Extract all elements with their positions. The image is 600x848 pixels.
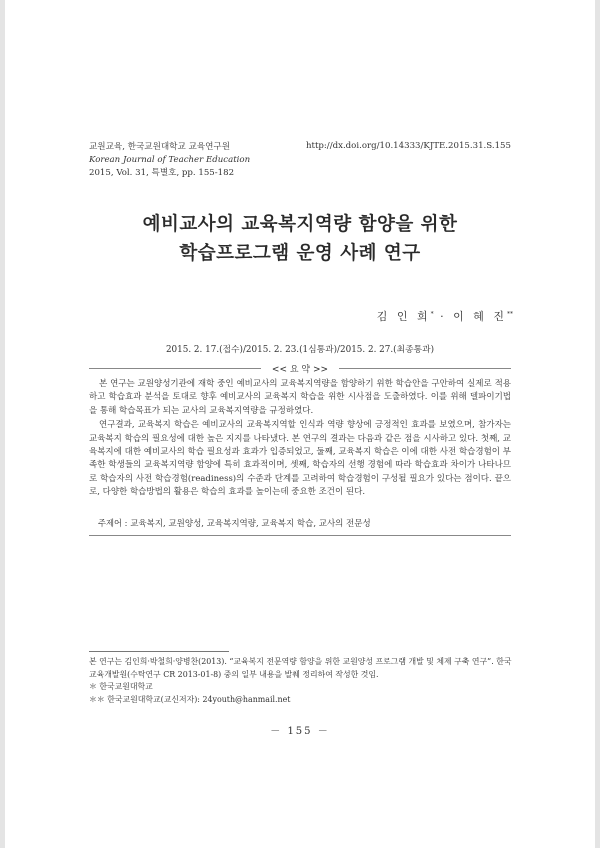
author-2: 이 혜 진 (453, 310, 507, 323)
footnote-funding: 본 연구는 김인희·박철희·양병찬(2013). “교육복지 전문역량 함양을 위한 교원양성 프로그램 개발 및 체제 구축 연구”. 한국교육개발원(수탁연구 CR 2013-01-8) 중의 일부 내용을 발췌 정리하여 작성한 것임. (89, 657, 512, 679)
abstract-bottom-rule (89, 535, 511, 536)
title-line-2: 학습프로그램 운영 사례 연구 (179, 243, 421, 264)
author-1-mark: * (430, 310, 434, 318)
abstract-label: << 요 약 >> (271, 365, 329, 375)
volume-info: 2015, Vol. 31, 특별호, pp. 155-182 (89, 168, 235, 179)
abstract-body (89, 378, 511, 500)
paper-page (5, 0, 595, 848)
author-1: 김 인 희 (376, 310, 431, 323)
keywords-list: 교육복지, 교원양성, 교육복지역량, 교육복지 학습, 교사의 전문성 (130, 519, 371, 529)
author-separator: · (433, 310, 454, 323)
footnote-author-1: ＊ 한국교원대학교 (89, 682, 153, 692)
author-2-mark: ** (507, 310, 513, 318)
title-line-1: 예비교사의 교육복지역량 함양을 위한 (142, 214, 458, 235)
footnote-rule (89, 651, 229, 652)
author-list (377, 308, 513, 324)
publisher: 교원교육, 한국교원대학교 교육연구원 (89, 142, 231, 152)
journal-name: Korean Journal of Teacher Education (89, 155, 251, 166)
abstract-paragraph-1: 본 연구는 교원양성기관에 재학 중인 예비교사의 교육복지역량을 함양하기 위한 학습안을 구안하여 실제로 적용하고 학습효과 분석을 토대로 향후 예비교사의 교육복지 학습을 위한 시사점을 도출하였다. 이를 위해 델파이기법을 통해 학습목표가 되는 교사의 교육복지역량을 규정하였다. (89, 379, 511, 416)
doi-link[interactable]: http://dx.doi.org/10.14333/KJTE.2015.31.S.155 (305, 141, 511, 151)
footnotes (89, 656, 519, 706)
abstract-heading (89, 362, 511, 374)
footnote-author-2: ＊＊ 한국교원대학교(교신저자): 24youth@hanmail.net (89, 694, 291, 704)
paper-title (5, 210, 595, 268)
abstract-paragraph-2: 연구결과, 교육복지 학습은 예비교사의 교육복지역할 인식과 역량 향상에 긍정적인 효과를 보였으며, 참가자는 교육복지 학습의 필요성에 대한 높은 지지를 나타냈다. 본 연구의 결과는 다음과 같은 점을 시사하고 있다. 첫째, 교육복지에 대한 예비교사의 학습 필요성과 효과가 입증되었고, 둘째, 교육복지 학습은 이에 대한 사전 학습경험이 부족한 학생들의 교육복지역량 함양에 특히 효과적이며, 셋째, 학습자의 선행 경험에 따라 학습효과 차이가 나타나므로 학습자의 사전 학습경험(readiness)의 수준과 단계를 고려하여 학습경험이 구성될 필요가 있다는 점이다. 끝으로, 다양한 학습방법의 활용은 학습의 효과를 높이는데 중요한 조건이 된다. (89, 420, 511, 498)
submission-dates: 2015. 2. 17.(접수)/2015. 2. 23.(1심통과)/2015. 2. 27.(최종통과) (165, 345, 435, 355)
abstract-rule-right (339, 368, 511, 369)
keywords-label: 주제어 : (98, 518, 128, 528)
journal-header (89, 141, 250, 181)
page-number: － 155 － (270, 726, 330, 737)
keywords (98, 517, 371, 529)
